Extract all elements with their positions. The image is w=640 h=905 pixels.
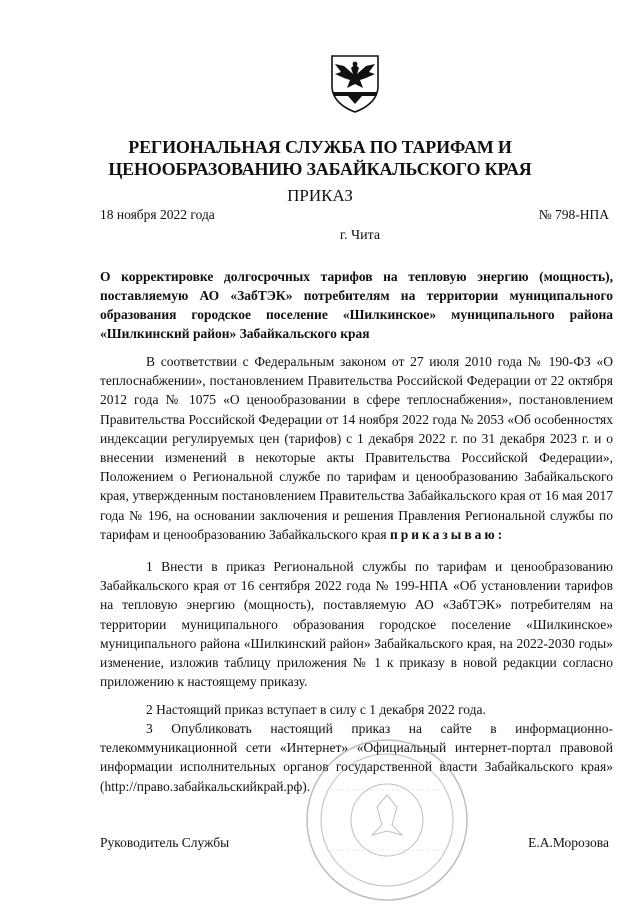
- organization-title: [100, 136, 540, 180]
- order-number: № 798-НПА: [538, 207, 609, 222]
- organization-title-line-2: ЦЕНООБРАЗОВАНИЮ ЗАБАЙКАЛЬСКОГО КРАЯ: [108, 159, 532, 179]
- order-city: г. Чита: [339, 228, 381, 243]
- order-item-1: 1 Внести в приказ Региональной службы по тарифам и ценообразованию Забайкальского края от 16 сентября 2022 года № 199-НПА «Об установлении тарифов на тепловую энергию (мощность), поставляемую АО «ЗабТЭК» потребителям на территории муниципального образования городское поселение «Шилкинское» муниципального района «Шилкинский район» Забайкальского края, на 2022-2030 годы» изменение, изложив таблицу приложения № 1 к приказу в новой редакции согласно приложению к настоящему приказу.: [100, 559, 613, 690]
- document-type-title: ПРИКАЗ: [287, 186, 353, 205]
- signatory-position: Руководитель Службы: [100, 835, 230, 850]
- order-directive: приказываю:: [389, 526, 506, 542]
- order-item-2: 2 Настоящий приказ вступает в силу с 1 декабря 2022 года.: [146, 702, 486, 717]
- official-stamp-icon: [302, 735, 472, 905]
- preamble-paragraph: [100, 352, 613, 544]
- order-item-3-text: 3 Опубликовать настоящий приказ на сайте в информационно-телекоммуникационной сети «Интернет» «Официальный интернет-портал правовой информации исполнительных органов государственной власти Забайкальского края» (http://право.забайкальскийкрай.рф).: [100, 721, 613, 794]
- coat-of-arms-icon: [326, 52, 384, 114]
- preamble-text: В соответствии с Федеральным законом от 27 июля 2010 года № 190-ФЗ «О теплоснабжении», постановлением Правительства Российской Федерации от 22 октября 2012 года № 1075 «О ценообразовании в сфере теплоснабжения», постановлением Правительства Российской Федерации от 14 ноября 2022 года № 2053 «Об особенностях индексации регулируемых цен (тарифов) с 1 декабря 2022 г. по 31 декабря 2023 г. и о внесении изменений в некоторые акты Правительства Российской Федерации», Положением о Региональной службе по тарифам и ценообразованию Забайкальского края, утвержденным постановлением Правительства Забайкальского края от 16 мая 2017 года № 196, на основании заключения и решения Правления Региональной службы по тарифам и ценообразованию Забайкальского края: [100, 354, 613, 542]
- signatory-name: Е.А.Морозова: [528, 835, 609, 850]
- organization-title-line-1: РЕГИОНАЛЬНАЯ СЛУЖБА ПО ТАРИФАМ И: [128, 137, 512, 157]
- order-date: 18 ноября 2022 года: [100, 207, 215, 222]
- order-subject: О корректировке долгосрочных тарифов на тепловую энергию (мощность), поставляемую АО «ЗабТЭК» потребителям на территории муниципального образования городское поселение «Шилкинское» муниципального района «Шилкинский район» Забайкальского края: [100, 269, 613, 341]
